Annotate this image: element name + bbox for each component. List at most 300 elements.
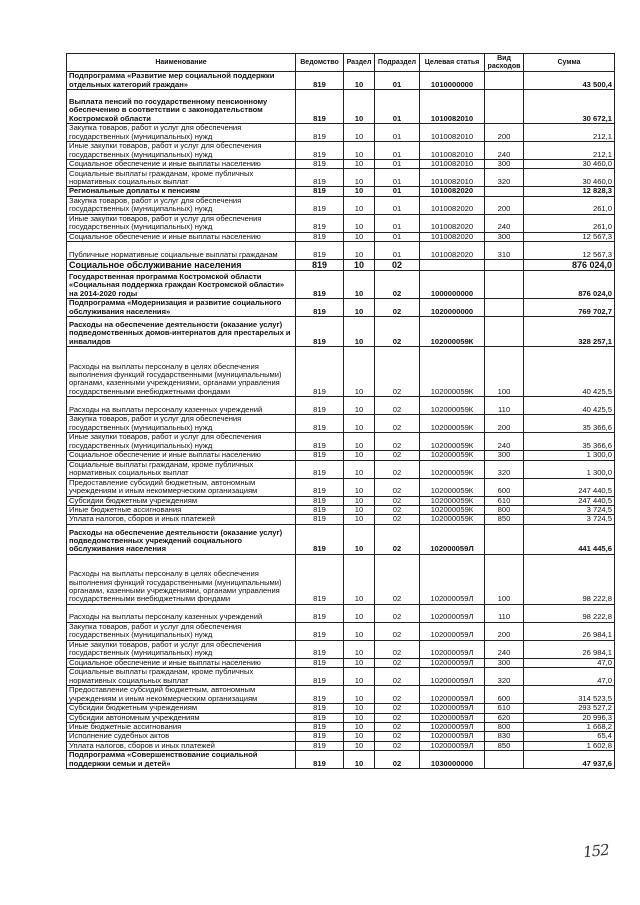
row-name: Иные закупки товаров, работ и услуг для обеспечения государственных (муниципальных) нужд	[67, 214, 296, 232]
table-row	[67, 524, 615, 554]
row-amount: 26 984,1	[524, 622, 615, 640]
row-article: 102000059К	[420, 317, 485, 347]
row-dept: 819	[296, 160, 344, 169]
row-article: 102000059К	[420, 451, 485, 460]
row-amount: 876 024,0	[524, 260, 615, 271]
row-name: Расходы на выплаты персоналу в целях обеспечения выполнения функций государственными (муниципальными) органами, казенными учреждениями, органами управления государственными внебюджетными фондами	[67, 347, 296, 397]
row-section: 10	[344, 723, 375, 732]
row-expense-type: 200	[485, 415, 524, 433]
row-amount: 769 702,7	[524, 299, 615, 317]
row-name: Расходы на выплаты персоналу в целях обеспечения выполнения функций государственными (муниципальными) органами, казенными учреждениями, органами управления государственными внебюджетными фондами	[67, 554, 296, 604]
row-amount: 12 567,3	[524, 242, 615, 260]
row-amount: 20 996,3	[524, 713, 615, 722]
row-article: 1000000000	[420, 271, 485, 299]
row-expense-type: 110	[485, 397, 524, 415]
row-subsection: 01	[375, 214, 420, 232]
col-header-name: Наименование	[67, 54, 296, 72]
row-subsection: 02	[375, 668, 420, 686]
row-dept: 819	[296, 169, 344, 187]
row-subsection: 01	[375, 72, 420, 90]
row-section: 10	[344, 658, 375, 667]
row-dept: 819	[296, 704, 344, 713]
row-name: Социальные выплаты гражданам, кроме публичных нормативных социальных выплат	[67, 668, 296, 686]
row-dept: 819	[296, 554, 344, 604]
row-expense-type: 830	[485, 732, 524, 741]
row-subsection: 02	[375, 640, 420, 658]
row-article: 1010082020	[420, 187, 485, 196]
row-section: 10	[344, 751, 375, 769]
row-amount: 98 222,8	[524, 554, 615, 604]
row-section: 10	[344, 515, 375, 524]
row-section: 10	[344, 317, 375, 347]
row-section: 10	[344, 271, 375, 299]
row-dept: 819	[296, 732, 344, 741]
row-dept: 819	[296, 668, 344, 686]
row-amount: 47,0	[524, 668, 615, 686]
table-row	[67, 515, 615, 524]
row-amount: 35 366,6	[524, 415, 615, 433]
row-expense-type: 300	[485, 232, 524, 241]
row-section: 10	[344, 242, 375, 260]
row-section: 10	[344, 214, 375, 232]
row-expense-type: 610	[485, 496, 524, 505]
row-section: 10	[344, 397, 375, 415]
table-row	[67, 554, 615, 604]
row-section: 10	[344, 160, 375, 169]
row-expense-type: 200	[485, 124, 524, 142]
row-amount: 1 300,0	[524, 460, 615, 478]
row-name: Закупка товаров, работ и услуг для обеспечения государственных (муниципальных) нужд	[67, 622, 296, 640]
table-row	[67, 451, 615, 460]
row-name: Подпрограмма «Совершенствование социальной поддержки семьи и детей»	[67, 751, 296, 769]
row-section: 10	[344, 704, 375, 713]
row-article: 1020000000	[420, 299, 485, 317]
row-name: Субсидии бюджетным учреждениям	[67, 704, 296, 713]
row-section: 10	[344, 668, 375, 686]
table-row	[67, 415, 615, 433]
row-name: Иные закупки товаров, работ и услуг для обеспечения государственных (муниципальных) нужд	[67, 433, 296, 451]
row-amount: 1 300,0	[524, 451, 615, 460]
row-expense-type: 600	[485, 478, 524, 496]
table-row	[67, 604, 615, 622]
row-dept: 819	[296, 214, 344, 232]
row-amount: 1 602,8	[524, 741, 615, 750]
row-expense-type: 300	[485, 658, 524, 667]
table-row	[67, 668, 615, 686]
table-row	[67, 232, 615, 241]
table-row	[67, 704, 615, 713]
table-row	[67, 686, 615, 704]
row-name: Государственная программа Костромской области «Социальная поддержка граждан Костромской области» на 2014-2020 годы	[67, 271, 296, 299]
table-row	[67, 751, 615, 769]
row-subsection: 02	[375, 622, 420, 640]
row-name: Социальные выплаты гражданам, кроме публичных нормативных социальных выплат	[67, 169, 296, 187]
row-article: 1010082010	[420, 169, 485, 187]
row-expense-type: 600	[485, 686, 524, 704]
row-name: Предоставление субсидий бюджетным, автономным учреждениям и иным некоммерческим организациям	[67, 686, 296, 704]
row-subsection: 01	[375, 124, 420, 142]
row-amount: 30 460,0	[524, 160, 615, 169]
row-subsection: 01	[375, 187, 420, 196]
row-article	[420, 260, 485, 271]
budget-table	[66, 53, 615, 769]
row-article: 1010082010	[420, 142, 485, 160]
row-dept: 819	[296, 142, 344, 160]
row-amount: 247 440,5	[524, 478, 615, 496]
table-row	[67, 187, 615, 196]
table-row	[67, 640, 615, 658]
row-dept: 819	[296, 415, 344, 433]
row-subsection: 02	[375, 397, 420, 415]
row-dept: 819	[296, 451, 344, 460]
row-name: Расходы на обеспечение деятельности (оказание услуг) подведомственных учреждений социального обслуживания населения	[67, 524, 296, 554]
row-article: 102000059Л	[420, 704, 485, 713]
row-article: 102000059Л	[420, 723, 485, 732]
row-expense-type: 300	[485, 160, 524, 169]
row-dept: 819	[296, 347, 344, 397]
row-name: Расходы на выплаты персоналу казенных учреждений	[67, 397, 296, 415]
row-section: 10	[344, 622, 375, 640]
row-section: 10	[344, 415, 375, 433]
row-subsection: 02	[375, 317, 420, 347]
row-dept: 819	[296, 478, 344, 496]
row-dept: 819	[296, 271, 344, 299]
row-dept: 819	[296, 524, 344, 554]
table-row	[67, 242, 615, 260]
row-dept: 819	[296, 460, 344, 478]
row-subsection: 02	[375, 496, 420, 505]
row-amount: 3 724,5	[524, 506, 615, 515]
col-header-section: Раздел	[344, 54, 375, 72]
table-row	[67, 271, 615, 299]
row-subsection: 02	[375, 686, 420, 704]
row-expense-type: 200	[485, 196, 524, 214]
row-section: 10	[344, 686, 375, 704]
row-subsection: 02	[375, 554, 420, 604]
row-subsection: 02	[375, 415, 420, 433]
row-dept: 819	[296, 299, 344, 317]
row-name: Субсидии автономным учреждениям	[67, 713, 296, 722]
table-row	[67, 347, 615, 397]
row-subsection: 02	[375, 524, 420, 554]
row-expense-type: 100	[485, 347, 524, 397]
row-section: 10	[344, 347, 375, 397]
row-amount: 40 425,5	[524, 397, 615, 415]
row-subsection: 02	[375, 751, 420, 769]
row-name: Расходы на выплаты персоналу казенных учреждений	[67, 604, 296, 622]
col-header-subsection: Подраздел	[375, 54, 420, 72]
row-expense-type: 320	[485, 169, 524, 187]
table-row	[67, 433, 615, 451]
table-row	[67, 214, 615, 232]
row-dept: 819	[296, 622, 344, 640]
row-article: 1010000000	[420, 72, 485, 90]
row-name: Подпрограмма «Развитие мер социальной поддержки отдельных категорий граждан»	[67, 72, 296, 90]
table-row	[67, 299, 615, 317]
row-section: 10	[344, 299, 375, 317]
row-expense-type: 300	[485, 451, 524, 460]
row-name: Субсидии бюджетным учреждениям	[67, 496, 296, 505]
row-dept: 819	[296, 124, 344, 142]
row-subsection: 02	[375, 433, 420, 451]
row-amount: 26 984,1	[524, 640, 615, 658]
row-name: Расходы на обеспечение деятельности (оказание услуг) подведомственных домов-интернатов для престарелых и инвалидов	[67, 317, 296, 347]
row-expense-type	[485, 751, 524, 769]
row-section: 10	[344, 713, 375, 722]
table-row	[67, 478, 615, 496]
row-name: Социальное обслуживание населения	[67, 260, 296, 271]
row-dept: 819	[296, 187, 344, 196]
row-subsection: 02	[375, 713, 420, 722]
row-name: Региональные доплаты к пенсиям	[67, 187, 296, 196]
table-row	[67, 622, 615, 640]
row-subsection: 01	[375, 196, 420, 214]
row-article: 102000059К	[420, 347, 485, 397]
row-section: 10	[344, 732, 375, 741]
row-amount: 47,0	[524, 658, 615, 667]
row-expense-type: 240	[485, 214, 524, 232]
row-name: Закупка товаров, работ и услуг для обеспечения государственных (муниципальных) нужд	[67, 415, 296, 433]
row-section: 10	[344, 187, 375, 196]
col-header-dept: Ведомство	[296, 54, 344, 72]
row-article: 102000059К	[420, 397, 485, 415]
row-section: 10	[344, 741, 375, 750]
row-dept: 819	[296, 515, 344, 524]
row-section: 10	[344, 604, 375, 622]
table-row	[67, 72, 615, 90]
row-dept: 819	[296, 496, 344, 505]
row-dept: 819	[296, 741, 344, 750]
row-expense-type: 620	[485, 713, 524, 722]
row-article: 102000059К	[420, 415, 485, 433]
row-name: Закупка товаров, работ и услуг для обеспечения государственных (муниципальных) нужд	[67, 196, 296, 214]
row-subsection: 01	[375, 90, 420, 124]
row-amount: 212,1	[524, 142, 615, 160]
row-article: 1010082020	[420, 196, 485, 214]
row-expense-type: 850	[485, 515, 524, 524]
table-row	[67, 160, 615, 169]
row-name: Иные бюджетные ассигнования	[67, 723, 296, 732]
row-amount: 40 425,5	[524, 347, 615, 397]
row-amount: 247 440,5	[524, 496, 615, 505]
row-dept: 819	[296, 317, 344, 347]
row-article: 102000059Л	[420, 686, 485, 704]
table-row	[67, 317, 615, 347]
row-amount: 43 500,4	[524, 72, 615, 90]
table-row	[67, 260, 615, 271]
row-dept: 819	[296, 686, 344, 704]
row-expense-type	[485, 317, 524, 347]
row-section: 10	[344, 169, 375, 187]
row-subsection: 02	[375, 741, 420, 750]
row-subsection: 02	[375, 460, 420, 478]
row-section: 10	[344, 232, 375, 241]
row-expense-type: 240	[485, 142, 524, 160]
row-name: Исполнение судебных актов	[67, 732, 296, 741]
row-article: 102000059Л	[420, 741, 485, 750]
row-name: Предоставление субсидий бюджетным, автономным учреждениям и иным некоммерческим организациям	[67, 478, 296, 496]
row-amount: 65,4	[524, 732, 615, 741]
row-expense-type	[485, 524, 524, 554]
row-section: 10	[344, 142, 375, 160]
page-number: 152	[582, 840, 610, 862]
row-amount: 47 937,6	[524, 751, 615, 769]
row-expense-type: 240	[485, 640, 524, 658]
row-amount: 441 445,6	[524, 524, 615, 554]
row-article: 1010082010	[420, 160, 485, 169]
row-section: 10	[344, 72, 375, 90]
row-dept: 819	[296, 433, 344, 451]
row-subsection: 02	[375, 478, 420, 496]
row-section: 10	[344, 124, 375, 142]
row-amount: 98 222,8	[524, 604, 615, 622]
row-subsection: 01	[375, 160, 420, 169]
row-expense-type: 320	[485, 460, 524, 478]
row-section: 10	[344, 496, 375, 505]
row-name: Иные бюджетные ассигнования	[67, 506, 296, 515]
row-expense-type: 610	[485, 704, 524, 713]
table-row	[67, 732, 615, 741]
row-article: 102000059Л	[420, 713, 485, 722]
row-subsection: 02	[375, 299, 420, 317]
row-expense-type	[485, 187, 524, 196]
row-subsection: 02	[375, 723, 420, 732]
table-body	[67, 72, 615, 769]
table-row	[67, 196, 615, 214]
row-name: Закупка товаров, работ и услуг для обеспечения государственных (муниципальных) нужд	[67, 124, 296, 142]
row-subsection: 01	[375, 242, 420, 260]
row-article: 1030000000	[420, 751, 485, 769]
row-name: Иные закупки товаров, работ и услуг для обеспечения государственных (муниципальных) нужд	[67, 640, 296, 658]
row-expense-type	[485, 90, 524, 124]
col-header-amount: Сумма	[524, 54, 615, 72]
row-article: 102000059К	[420, 460, 485, 478]
row-expense-type	[485, 271, 524, 299]
row-article: 1010082020	[420, 232, 485, 241]
row-dept: 819	[296, 640, 344, 658]
row-name: Социальное обеспечение и иные выплаты населению	[67, 160, 296, 169]
row-amount: 261,0	[524, 214, 615, 232]
table-row	[67, 169, 615, 187]
row-dept: 819	[296, 242, 344, 260]
row-amount: 30 460,0	[524, 169, 615, 187]
row-section: 10	[344, 640, 375, 658]
row-article: 102000059К	[420, 506, 485, 515]
row-expense-type: 100	[485, 554, 524, 604]
row-article: 102000059К	[420, 478, 485, 496]
row-expense-type: 240	[485, 433, 524, 451]
row-name: Публичные нормативные социальные выплаты гражданам	[67, 242, 296, 260]
row-article: 102000059К	[420, 496, 485, 505]
col-header-article: Целевая статья	[420, 54, 485, 72]
row-dept: 819	[296, 506, 344, 515]
row-dept: 819	[296, 397, 344, 415]
row-amount: 328 257,1	[524, 317, 615, 347]
row-name: Социальное обеспечение и иные выплаты населению	[67, 658, 296, 667]
row-amount: 35 366,6	[524, 433, 615, 451]
row-name: Социальное обеспечение и иные выплаты населению	[67, 451, 296, 460]
row-subsection: 01	[375, 232, 420, 241]
row-amount: 314 523,5	[524, 686, 615, 704]
row-dept: 819	[296, 658, 344, 667]
row-subsection: 02	[375, 515, 420, 524]
table-row	[67, 397, 615, 415]
row-article: 102000059Л	[420, 524, 485, 554]
row-dept: 819	[296, 90, 344, 124]
row-expense-type: 200	[485, 622, 524, 640]
row-expense-type: 800	[485, 723, 524, 732]
col-header-expense-type: Вид расходов	[485, 54, 524, 72]
row-article: 1010082020	[420, 214, 485, 232]
row-article: 1010082010	[420, 90, 485, 124]
table-row	[67, 658, 615, 667]
row-expense-type: 310	[485, 242, 524, 260]
row-amount: 261,0	[524, 196, 615, 214]
row-name: Подпрограмма «Модернизация и развитие социального обслуживания населения»	[67, 299, 296, 317]
row-article: 102000059Л	[420, 622, 485, 640]
row-dept: 819	[296, 604, 344, 622]
row-section: 10	[344, 260, 375, 271]
row-subsection: 02	[375, 604, 420, 622]
row-dept: 819	[296, 713, 344, 722]
table-row	[67, 741, 615, 750]
row-dept: 819	[296, 260, 344, 271]
table-row	[67, 460, 615, 478]
row-article: 102000059Л	[420, 554, 485, 604]
row-expense-type	[485, 299, 524, 317]
row-subsection: 01	[375, 142, 420, 160]
row-amount: 12 828,3	[524, 187, 615, 196]
row-name: Социальное обеспечение и иные выплаты населению	[67, 232, 296, 241]
row-name: Выплата пенсий по государственному пенсионному обеспечению в соответствии с законодательством Костромской области	[67, 90, 296, 124]
table-row	[67, 90, 615, 124]
row-section: 10	[344, 90, 375, 124]
row-subsection: 02	[375, 732, 420, 741]
row-section: 10	[344, 460, 375, 478]
row-expense-type	[485, 260, 524, 271]
row-subsection: 02	[375, 704, 420, 713]
row-subsection: 02	[375, 658, 420, 667]
row-section: 10	[344, 524, 375, 554]
row-dept: 819	[296, 196, 344, 214]
table-row	[67, 142, 615, 160]
row-article: 102000059К	[420, 515, 485, 524]
row-amount: 3 724,5	[524, 515, 615, 524]
row-expense-type: 850	[485, 741, 524, 750]
budget-table-container	[66, 53, 614, 769]
row-amount: 30 672,1	[524, 90, 615, 124]
row-amount: 293 527,2	[524, 704, 615, 713]
row-section: 10	[344, 554, 375, 604]
row-name: Уплата налогов, сборов и иных платежей	[67, 741, 296, 750]
row-expense-type	[485, 72, 524, 90]
row-section: 10	[344, 478, 375, 496]
row-article: 102000059Л	[420, 604, 485, 622]
row-expense-type: 800	[485, 506, 524, 515]
row-amount: 876 024,0	[524, 271, 615, 299]
row-subsection: 02	[375, 506, 420, 515]
row-article: 102000059Л	[420, 640, 485, 658]
header-row	[67, 54, 615, 72]
row-amount: 212,1	[524, 124, 615, 142]
row-article: 102000059К	[420, 433, 485, 451]
row-section: 10	[344, 196, 375, 214]
row-amount: 12 567,3	[524, 232, 615, 241]
row-article: 1010082010	[420, 124, 485, 142]
row-expense-type: 320	[485, 668, 524, 686]
row-amount: 1 668,2	[524, 723, 615, 732]
row-dept: 819	[296, 72, 344, 90]
